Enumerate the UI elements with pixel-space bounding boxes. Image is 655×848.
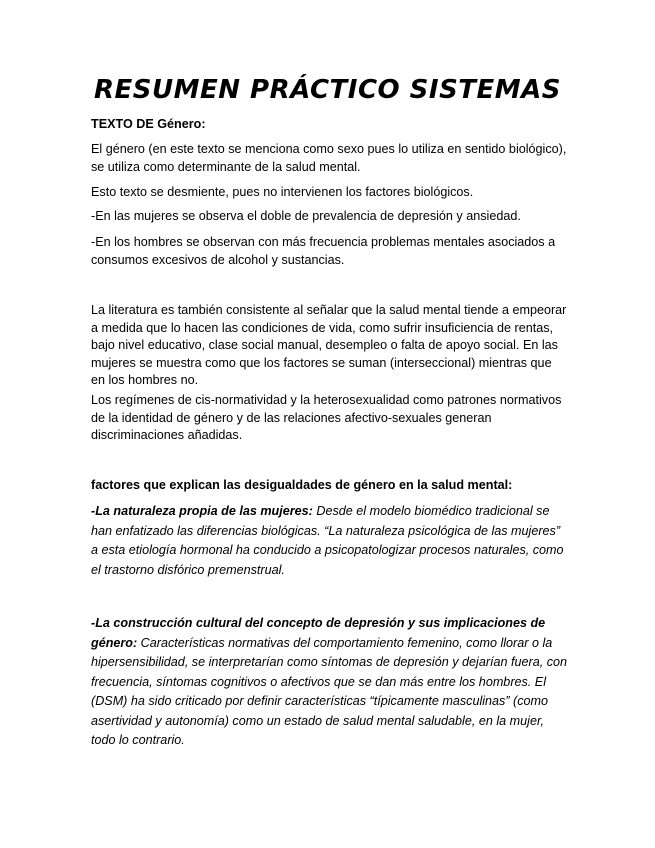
paragraph-genero-definicion: El género (en este texto se menciona como sexo pues lo utiliza en sentido biológico), se utiliza como determinante de la salud mental.	[91, 142, 567, 174]
section-heading: TEXTO DE Género:	[91, 117, 206, 131]
paragraph-desmentido: Esto texto se desmiente, pues no intervienen los factores biológicos.	[91, 185, 474, 199]
paragraph-mujeres: -En las mujeres se observa el doble de prevalencia de depresión y ansiedad.	[91, 209, 521, 223]
paragraph-cis-normatividad: Los regímenes de cis-normatividad y la heterosexualidad como patrones normativos de la identidad de género y de las relaciones afectivo-sexuales generan discriminaciones añadidas.	[91, 393, 562, 442]
factor-construccion-cultural	[91, 614, 569, 751]
paragraph-hombres: -En los hombres se observan con más frecuencia problemas mentales asociados a consumos excesivos de alcohol y sustancias.	[91, 235, 556, 267]
paragraph-literatura: La literatura es también consistente al señalar que la salud mental tiende a empeorar a medida que lo hacen las condiciones de vida, como sufrir insuficiencia de rentas, bajo nivel educativo, clase social manual, desempleo o falta de apoyo social. En las mujeres se muestra como que los factores se suman (interseccional) mientras que en los hombres no.	[91, 303, 567, 387]
factor-construccion-text: Características normativas del comportamiento femenino, como llorar o la hipersensibilidad, se interpretarían como síntomas de depresión y dejarían fuera, con frecuencia, síntomas cognitivos o afectivos que se dan más entre los hombres. El (DSM) ha sido criticado por definir características “típicamente masculinas” (como asertividad y autonomía) como un estado de salud mental saludable, en la mujer, todo lo contrario.	[91, 635, 568, 747]
factors-heading: factores que explican las desigualdades de género en la salud mental:	[91, 478, 513, 492]
factor-naturaleza-lead: -La naturaleza propia de las mujeres:	[91, 504, 313, 518]
document-title: RESUMEN PRÁCTICO SISTEMAS	[93, 75, 562, 105]
factor-construccion-lead: -La construcción cultural del concepto de depresión y sus implicaciones de género:	[91, 616, 546, 650]
factor-naturaleza	[91, 502, 569, 580]
factor-naturaleza-text: Desde el modelo biomédico tradicional se han enfatizado las diferencias biológicas. “La naturaleza psicológica de las mujeres” a esta etiología hormonal ha conducido a psicopatologizar procesos naturales, como el trastorno disfórico premenstrual.	[91, 504, 564, 577]
